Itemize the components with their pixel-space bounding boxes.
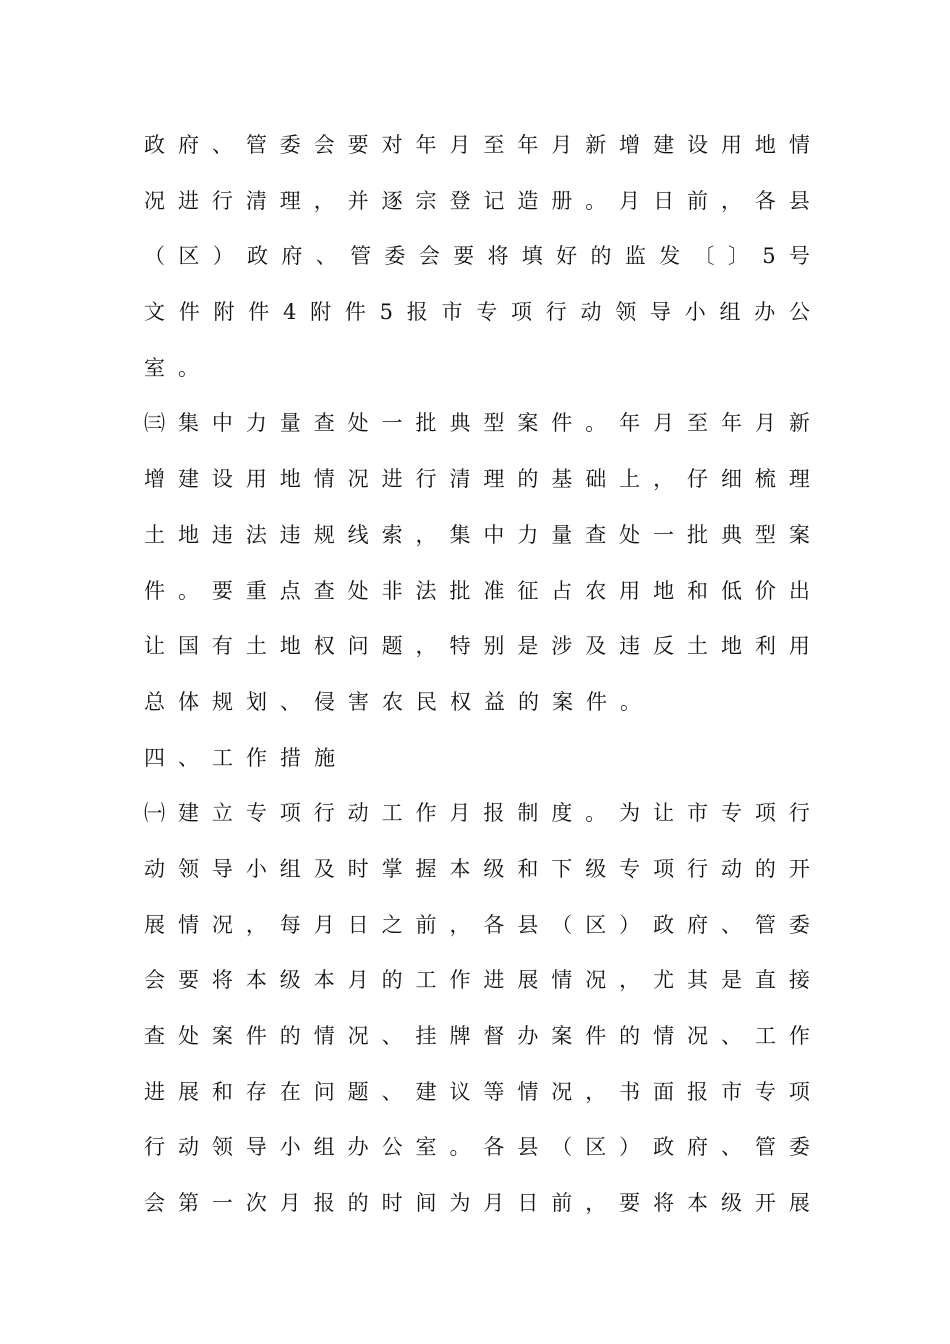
text-line: 总体规划、侵害农民权益的案件。 [144, 689, 654, 714]
text-line: 让 国 有 土 地 权 问 题 ， 特 别 是 涉 及 违 反 土 地 利 用 [144, 634, 810, 659]
document-body [144, 118, 810, 1232]
text-line: 土 地 违 法 违 规 线 索 ， 集 中 力 量 查 处 一 批 典 型 案 [144, 522, 810, 547]
text-line: （ 区 ） 政 府 、 管 委 会 要 将 填 好 的 监 发 〔 〕 5 号 [144, 244, 810, 269]
text-line: 件 。 要 重 点 查 处 非 法 批 准 征 占 农 用 地 和 低 价 出 [144, 578, 810, 603]
text-line: 政 府 、 管 委 会 要 对 年 月 至 年 月 新 增 建 设 用 地 情 [144, 133, 810, 157]
text-line: 况 进 行 清 理 ， 并 逐 宗 登 记 造 册 。 月 日 前 ， 各 县 [144, 188, 810, 213]
text-line: 展 情 况 ， 每 月 日 之 前 ， 各 县 （ 区 ） 政 府 、 管 委 [144, 912, 810, 937]
text-line: 会 要 将 本 级 本 月 的 工 作 进 展 情 况 ， 尤 其 是 直 接 [144, 968, 810, 993]
text-line: ㈠ 建 立 专 项 行 动 工 作 月 报 制 度 。 为 让 市 专 项 行 [144, 801, 810, 826]
text-line: 进 展 和 存 在 问 题 、 建 议 等 情 况 ， 书 面 报 市 专 项 [144, 1079, 810, 1104]
text-line: ㈢ 集 中 力 量 查 处 一 批 典 型 案 件 。 年 月 至 年 月 新 [144, 411, 810, 436]
text-line: 查 处 案 件 的 情 况 、 挂 牌 督 办 案 件 的 情 况 、 工 作 [144, 1024, 810, 1048]
text-line: 会 第 一 次 月 报 的 时 间 为 月 日 前 ， 要 将 本 级 开 展 [144, 1191, 810, 1216]
text-line: 四、工作措施 [144, 745, 348, 770]
text-line: 室。 [144, 355, 212, 380]
text-line: 动 领 导 小 组 及 时 掌 握 本 级 和 下 级 专 项 行 动 的 开 [144, 856, 810, 881]
text-line: 增 建 设 用 地 情 况 进 行 清 理 的 基 础 上 ， 仔 细 梳 理 [144, 467, 810, 492]
text-line: 行 动 领 导 小 组 办 公 室 。 各 县 （ 区 ） 政 府 、 管 委 [144, 1135, 810, 1160]
text-line: 文 件 附 件 4 附 件 5 报 市 专 项 行 动 领 导 小 组 办 公 [144, 300, 810, 325]
